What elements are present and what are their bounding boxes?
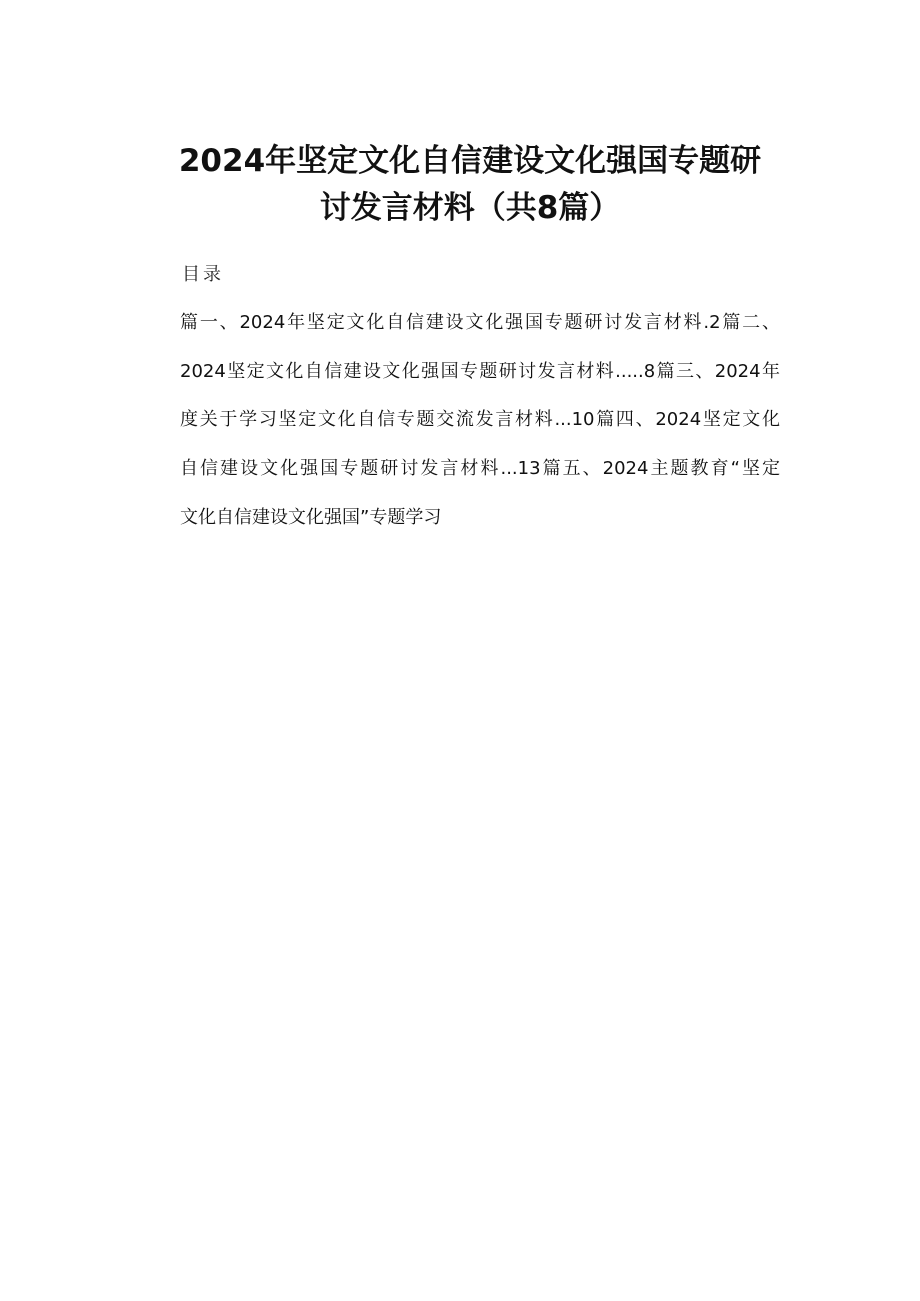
toc-heading: 目录 (182, 264, 224, 285)
toc-line: 度关于学习坚定文化自信专题交流发言材料...10篇四、2024坚定文化 (180, 409, 780, 430)
toc-line: 自信建设文化强国专题研讨发言材料...13篇五、2024主题教育“坚定 (180, 458, 780, 479)
document-title-line-1: 2024年坚定文化自信建设文化强国专题研 (178, 143, 762, 179)
toc-line: 篇一、2024年坚定文化自信建设文化强国专题研讨发言材料.2篇二、 (180, 312, 780, 333)
document-title-line-2: 讨发言材料（共8篇） (319, 190, 621, 226)
toc-line: 2024坚定文化自信建设文化强国专题研讨发言材料.....8篇三、2024年 (180, 361, 780, 382)
toc-line: 文化自信建设文化强国”专题学习 (180, 507, 442, 528)
